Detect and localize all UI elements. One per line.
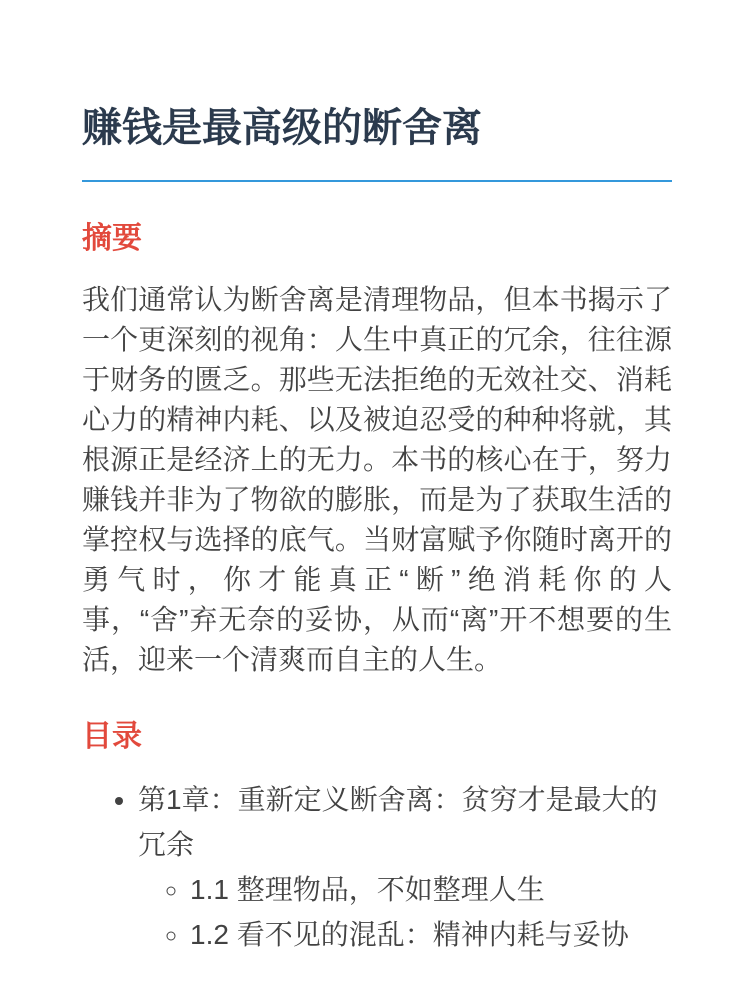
toc-subsection-item: ◦ 1.2 看不见的混乱：精神内耗与妥协: [190, 912, 672, 957]
toc-subsection-item: ◦ 1.1 整理物品，不如整理人生: [190, 867, 672, 912]
toc-list: [82, 777, 672, 957]
toc-chapter-item: [138, 777, 672, 957]
page-title: 赚钱是最高级的断舍离: [82, 102, 672, 182]
summary-paragraph: 我们通常认为断舍离是清理物品，但本书揭示了一个更深刻的视角：人生中真正的冗余，往往源于财务的匮乏。那些无法拒绝的无效社交、消耗心力的精神内耗、以及被迫忍受的种种将就，其根源正是经济上的无力。本书的核心在于，努力赚钱并非为了物欲的膨胀，而是为了获取生活的掌控权与选择的底气。当财富赋予你随时离开的勇气时，你才能真正“断”绝消耗你的人事，“舍”弃无奈的妥协，从而“离”开不想要的生活，迎来一个清爽而自主的人生。: [82, 283, 672, 675]
toc-heading: 目录: [82, 719, 142, 753]
toc-subsection-list: [138, 867, 672, 957]
summary-heading: 摘要: [82, 222, 142, 255]
toc-chapter-label: 第1章：重新定义断舍离：贫穷才是最大的冗余: [138, 784, 658, 860]
